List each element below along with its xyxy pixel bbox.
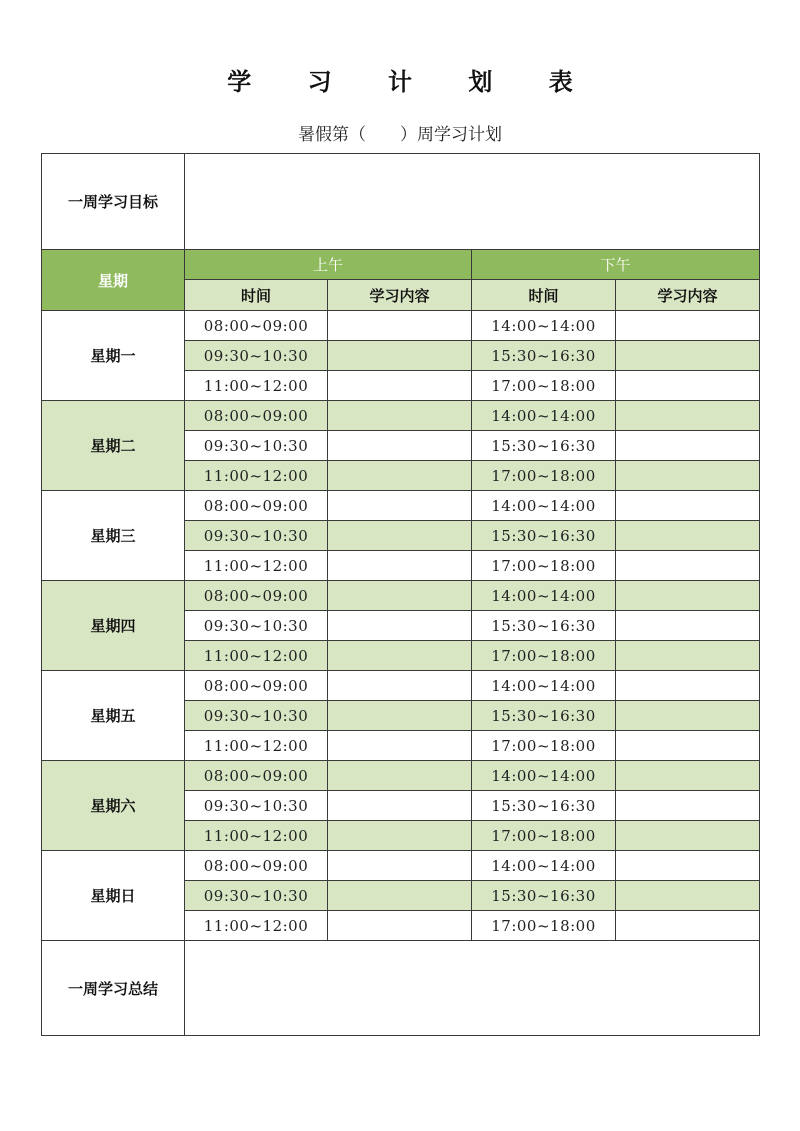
header-morning-content: 学习内容 — [328, 280, 472, 311]
afternoon-time: 14:00~14:00 — [472, 851, 616, 881]
morning-time: 11:00~12:00 — [185, 461, 328, 491]
study-plan-table — [41, 153, 760, 1036]
morning-content-field[interactable] — [328, 461, 472, 491]
afternoon-time: 17:00~18:00 — [472, 911, 616, 941]
morning-content-field[interactable] — [328, 581, 472, 611]
schedule-row — [42, 491, 760, 521]
morning-time: 09:30~10:30 — [185, 791, 328, 821]
afternoon-content-field[interactable] — [616, 551, 760, 581]
day-label: 星期五 — [42, 671, 185, 761]
morning-time: 11:00~12:00 — [185, 911, 328, 941]
morning-content-field[interactable] — [328, 521, 472, 551]
morning-content-field[interactable] — [328, 431, 472, 461]
morning-content-field[interactable] — [328, 611, 472, 641]
morning-time: 08:00~09:00 — [185, 851, 328, 881]
schedule-row — [42, 851, 760, 881]
afternoon-time: 15:30~16:30 — [472, 431, 616, 461]
afternoon-time: 17:00~18:00 — [472, 461, 616, 491]
afternoon-content-field[interactable] — [616, 611, 760, 641]
afternoon-content-field[interactable] — [616, 881, 760, 911]
header-afternoon: 下午 — [472, 250, 760, 280]
afternoon-content-field[interactable] — [616, 461, 760, 491]
afternoon-time: 17:00~18:00 — [472, 731, 616, 761]
morning-time: 11:00~12:00 — [185, 371, 328, 401]
morning-time: 11:00~12:00 — [185, 821, 328, 851]
header-afternoon-time: 时间 — [472, 280, 616, 311]
page-title: 学 习 计 划 表 — [227, 68, 597, 96]
afternoon-time: 17:00~18:00 — [472, 371, 616, 401]
afternoon-content-field[interactable] — [616, 431, 760, 461]
morning-content-field[interactable] — [328, 911, 472, 941]
afternoon-time: 17:00~18:00 — [472, 551, 616, 581]
afternoon-time: 15:30~16:30 — [472, 611, 616, 641]
morning-content-field[interactable] — [328, 851, 472, 881]
afternoon-time: 14:00~14:00 — [472, 761, 616, 791]
morning-content-field[interactable] — [328, 341, 472, 371]
header-morning: 上午 — [185, 250, 472, 280]
morning-time: 11:00~12:00 — [185, 641, 328, 671]
schedule-row — [42, 581, 760, 611]
morning-time: 08:00~09:00 — [185, 401, 328, 431]
day-label: 星期一 — [42, 311, 185, 401]
day-label: 星期四 — [42, 581, 185, 671]
day-label: 星期六 — [42, 761, 185, 851]
afternoon-time: 17:00~18:00 — [472, 641, 616, 671]
morning-content-field[interactable] — [328, 881, 472, 911]
day-label: 星期三 — [42, 491, 185, 581]
header-day: 星期 — [42, 250, 185, 311]
afternoon-time: 14:00~14:00 — [472, 671, 616, 701]
afternoon-content-field[interactable] — [616, 491, 760, 521]
afternoon-content-field[interactable] — [616, 791, 760, 821]
morning-time: 08:00~09:00 — [185, 581, 328, 611]
morning-content-field[interactable] — [328, 551, 472, 581]
schedule-row — [42, 401, 760, 431]
afternoon-time: 14:00~14:00 — [472, 581, 616, 611]
morning-time: 08:00~09:00 — [185, 311, 328, 341]
morning-content-field[interactable] — [328, 761, 472, 791]
morning-content-field[interactable] — [328, 491, 472, 521]
morning-time: 08:00~09:00 — [185, 761, 328, 791]
weekly-summary-label: 一周学习总结 — [42, 941, 185, 1036]
afternoon-content-field[interactable] — [616, 581, 760, 611]
afternoon-content-field[interactable] — [616, 371, 760, 401]
morning-content-field[interactable] — [328, 791, 472, 821]
afternoon-content-field[interactable] — [616, 911, 760, 941]
afternoon-time: 17:00~18:00 — [472, 821, 616, 851]
morning-content-field[interactable] — [328, 701, 472, 731]
afternoon-time: 15:30~16:30 — [472, 701, 616, 731]
afternoon-time: 15:30~16:30 — [472, 881, 616, 911]
page-subtitle: 暑假第（ ）周学习计划 — [298, 125, 502, 145]
morning-content-field[interactable] — [328, 671, 472, 701]
afternoon-time: 14:00~14:00 — [472, 311, 616, 341]
morning-content-field[interactable] — [328, 401, 472, 431]
header-morning-time: 时间 — [185, 280, 328, 311]
afternoon-content-field[interactable] — [616, 671, 760, 701]
morning-content-field[interactable] — [328, 641, 472, 671]
afternoon-content-field[interactable] — [616, 341, 760, 371]
morning-time: 09:30~10:30 — [185, 431, 328, 461]
afternoon-content-field[interactable] — [616, 851, 760, 881]
morning-time: 09:30~10:30 — [185, 521, 328, 551]
afternoon-time: 15:30~16:30 — [472, 521, 616, 551]
morning-time: 11:00~12:00 — [185, 551, 328, 581]
morning-time: 09:30~10:30 — [185, 701, 328, 731]
morning-content-field[interactable] — [328, 371, 472, 401]
afternoon-content-field[interactable] — [616, 311, 760, 341]
afternoon-content-field[interactable] — [616, 701, 760, 731]
afternoon-time: 15:30~16:30 — [472, 791, 616, 821]
afternoon-time: 14:00~14:00 — [472, 491, 616, 521]
weekly-goal-field[interactable] — [185, 154, 760, 250]
morning-time: 08:00~09:00 — [185, 671, 328, 701]
afternoon-content-field[interactable] — [616, 401, 760, 431]
afternoon-content-field[interactable] — [616, 821, 760, 851]
morning-content-field[interactable] — [328, 311, 472, 341]
morning-content-field[interactable] — [328, 821, 472, 851]
weekly-goal-label: 一周学习目标 — [42, 154, 185, 250]
morning-time: 09:30~10:30 — [185, 611, 328, 641]
morning-time: 11:00~12:00 — [185, 731, 328, 761]
afternoon-content-field[interactable] — [616, 731, 760, 761]
afternoon-content-field[interactable] — [616, 761, 760, 791]
afternoon-content-field[interactable] — [616, 641, 760, 671]
schedule-row — [42, 671, 760, 701]
schedule-row — [42, 761, 760, 791]
morning-time: 09:30~10:30 — [185, 881, 328, 911]
morning-time: 08:00~09:00 — [185, 491, 328, 521]
weekly-summary-field[interactable] — [185, 941, 760, 1036]
day-label: 星期日 — [42, 851, 185, 941]
schedule-row — [42, 311, 760, 341]
header-afternoon-content: 学习内容 — [616, 280, 760, 311]
afternoon-content-field[interactable] — [616, 521, 760, 551]
afternoon-time: 15:30~16:30 — [472, 341, 616, 371]
day-label: 星期二 — [42, 401, 185, 491]
morning-time: 09:30~10:30 — [185, 341, 328, 371]
morning-content-field[interactable] — [328, 731, 472, 761]
afternoon-time: 14:00~14:00 — [472, 401, 616, 431]
